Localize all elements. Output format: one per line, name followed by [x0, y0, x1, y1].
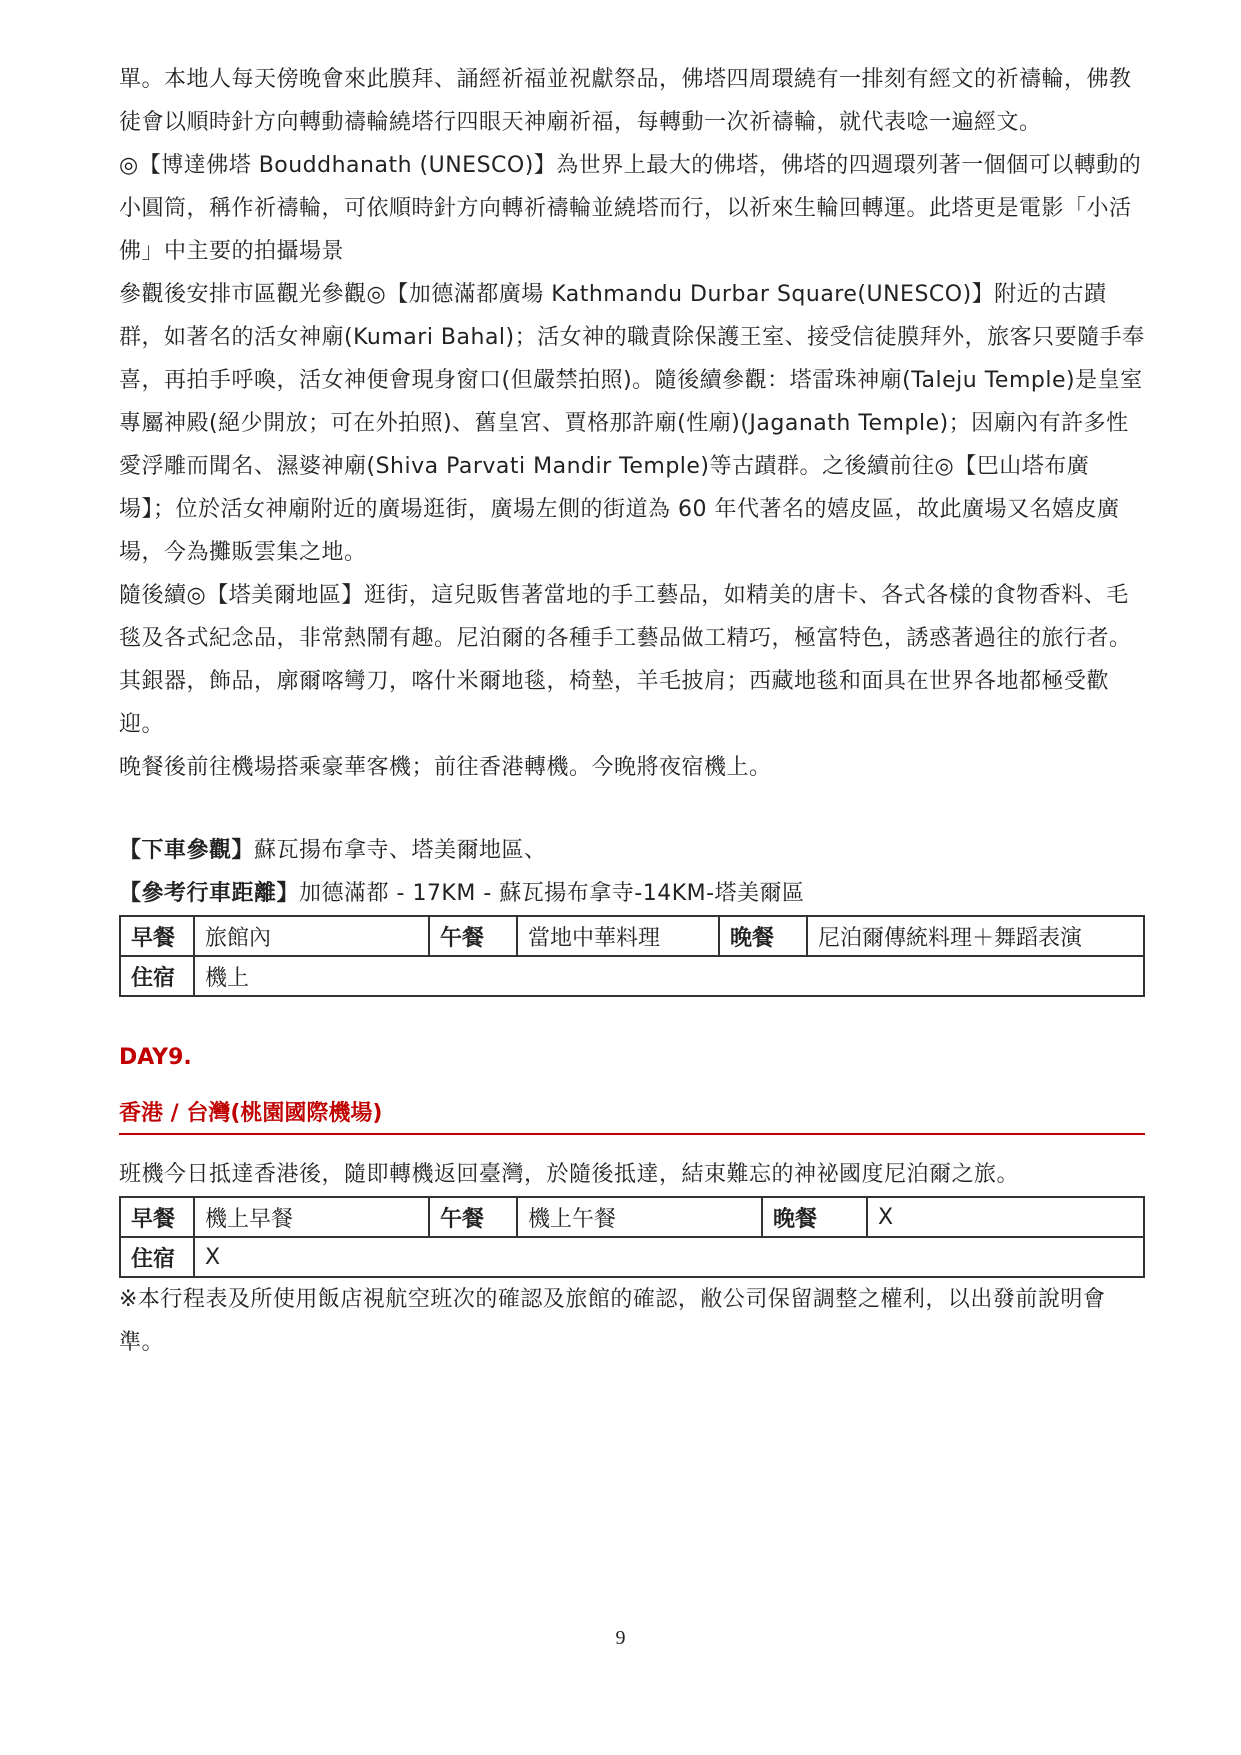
- sightseeing-text: 蘇瓦揚布拿寺、塔美爾地區、: [254, 838, 547, 863]
- breakfast-label: 早餐: [120, 1197, 194, 1237]
- lunch-value: 當地中華料理: [517, 916, 719, 956]
- paragraph-durbar-square: 參觀後安排市區觀光參觀◎【加德滿都廣場 Kathmandu Durbar Square(UNESCO)】附近的古蹟群，如著名的活女神廟(Kumari Bahal)；活女神的職責除保護王室、接受信徒膜拜外，旅客只要隨手奉喜，再拍手呼喚，活女神便會現身窗口(但嚴禁拍照)。隨後續參觀：塔雷珠神廟(Taleju Temple)是皇室專屬神殿(絕少開放；可在外拍照)、舊皇宮、賈格那許廟(性廟)(Jaganath Temple)；因廟內有許多性愛浮雕而聞名、濕婆神廟(Shiva Parvati Mandir Temple)等古蹟群。之後續前往◎【巴山塔布廣場】；位於活女神廟附近的廣場逛街，廣場左側的街道為 60 年代著名的嬉皮區，故此廣場又名嬉皮廣場，今為攤販雲集之地。: [119, 282, 1145, 565]
- table-row: [120, 1237, 1144, 1277]
- day9-title: DAY9.: [119, 1045, 192, 1070]
- table-row: [120, 956, 1144, 996]
- lunch-value: 機上午餐: [517, 1197, 762, 1237]
- paragraph-bouddhanath: ◎【博達佛塔 Bouddhanath (UNESCO)】為世界上最大的佛塔，佛塔的四週環列著一個個可以轉動的小圓筒，稱作祈禱輪，可依順時針方向轉祈禱輪並繞塔而行，以祈來生輪回轉運。此塔更是電影「小活佛」中主要的拍攝場景: [119, 153, 1142, 264]
- dinner-value: X: [867, 1197, 1144, 1237]
- page-number: 9: [615, 1627, 626, 1649]
- breakfast-label: 早餐: [120, 916, 194, 956]
- paragraph-stupa-intro: 單。本地人每天傍晚會來此膜拜、誦經祈福並祝獻祭品，佛塔四周環繞有一排刻有經文的祈禱輪，佛教徒會以順時針方向轉動禱輪繞塔行四眼天神廟祈福，每轉動一次祈禱輪，就代表唸一遍經文。: [119, 67, 1132, 135]
- paragraph-dinner-flight: 晚餐後前往機場搭乘豪華客機；前往香港轉機。今晚將夜宿機上。: [119, 755, 772, 780]
- spacer: [119, 789, 1145, 829]
- day9-description: 班機今日抵達香港後，隨即轉機返回臺灣，於隨後抵達，結束難忘的神祕國度尼泊爾之旅。: [119, 1162, 1020, 1187]
- breakfast-value: 旅館內: [194, 916, 429, 956]
- paragraph-thamel: 隨後續◎【塔美爾地區】逛街，這兒販售著當地的手工藝品，如精美的唐卡、各式各樣的食物香料、毛毯及各式紀念品，非常熱鬧有趣。尼泊爾的各種手工藝品做工精巧，極富特色，誘惑著過往的旅行者。其銀器，飾品，廓爾喀彎刀，喀什米爾地毯，椅墊，羊毛披肩；西藏地毯和面具在世界各地都極受歡迎。: [119, 583, 1132, 737]
- breakfast-value: 機上早餐: [194, 1197, 429, 1237]
- sightseeing-line: [119, 829, 1145, 872]
- distance-text: 加德滿都 - 17KM - 蘇瓦揚布拿寺-14KM-塔美爾區: [299, 881, 805, 906]
- day9-route: 香港 / 台灣(桃園國際機場): [119, 1099, 1145, 1135]
- table-row: [120, 1197, 1144, 1237]
- lodging-value: 機上: [194, 956, 1144, 996]
- lodging-label: 住宿: [120, 956, 194, 996]
- dinner-value: 尼泊爾傳統料理＋舞蹈表演: [807, 916, 1144, 956]
- lodging-label: 住宿: [120, 1237, 194, 1277]
- dinner-label: 晚餐: [762, 1197, 867, 1237]
- distance-label: 【參考行車距離】: [119, 881, 300, 906]
- table-row: [120, 916, 1144, 956]
- day8-meal-table: [119, 915, 1145, 997]
- sightseeing-label: 【下車參觀】: [119, 838, 255, 863]
- dinner-label: 晚餐: [719, 916, 807, 956]
- lunch-label: 午餐: [429, 916, 517, 956]
- document-body: [119, 58, 1145, 1364]
- lodging-value: X: [194, 1237, 1144, 1277]
- distance-line: [119, 872, 1145, 915]
- day9-meal-table: [119, 1196, 1145, 1278]
- disclaimer-note: ※本行程表及所使用飯店視航空班次的確認及旅館的確認，敝公司保留調整之權利，以出發前說明會準。: [119, 1287, 1106, 1355]
- lunch-label: 午餐: [429, 1197, 517, 1237]
